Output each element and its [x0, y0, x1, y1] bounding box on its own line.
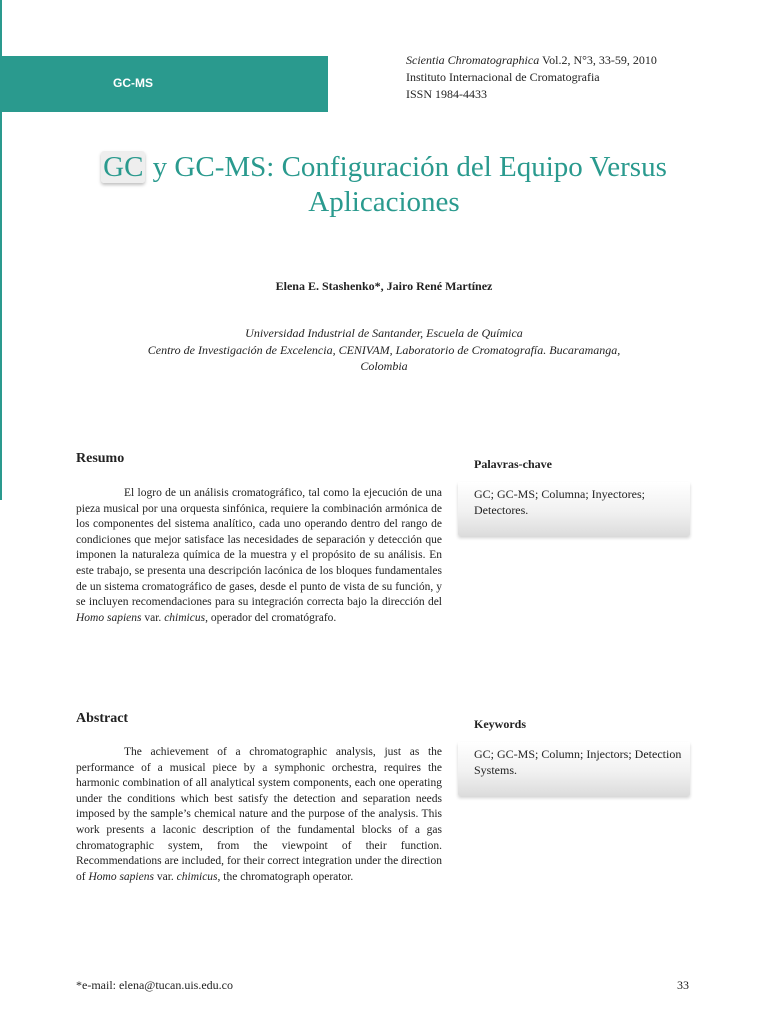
- resumo-text: [76, 486, 442, 626]
- section-tab-label: GC-MS: [113, 76, 153, 90]
- resumo-text-end: , operador del cromatógrafo.: [205, 611, 337, 624]
- authors: Elena E. Stashenko*, Jairo René Martínez: [275, 279, 493, 293]
- resumo-variety: chimicus: [164, 611, 206, 624]
- title-gc-highlight: GC: [103, 151, 144, 183]
- resumo-species: Homo sapiens: [76, 611, 142, 624]
- affiliation-line-3: Colombia: [360, 359, 408, 373]
- keywords-label: Keywords: [474, 717, 526, 731]
- journal-issn: ISSN 1984-4433: [406, 87, 488, 101]
- resumo-text-main: El logro de un análisis cromatográfico, tal como la ejecución de una pieza musical por una orquesta sinfónica, requiere la combinación armónica de los componentes del sistema analítico, cada uno operando dentro del rango de condiciones que mejor satisface las necesidades de separación y detección que imponen la naturaleza química de la muestra y el propósito de su análisis. En este trabajo, se presenta una descripción lacónica de los bloques fundamentales de un sistema cromatográfico de gases, desde el punto de vista de su función, y se incluyen recomendaciones para su integración correcta bajo la dirección del: [76, 487, 442, 609]
- journal-citation: [406, 52, 657, 69]
- title-line-1: [40, 150, 728, 185]
- abstract-text-end: , the chromatograph operator.: [217, 870, 354, 883]
- keywords-terms: GC; GC-MS; Column; Injectors; Detection Systems.: [474, 747, 682, 777]
- title-line-2: Aplicaciones: [308, 186, 460, 218]
- resumo-var: var.: [141, 611, 165, 624]
- section-tab: [0, 56, 328, 112]
- abstract-text-main: The achievement of a chromatographic analysis, just as the performance of a musical piece by a symphonic orchestra, requires the harmonic combination of all analytical system components, each one operating under the conditions which best satisfy the detection and separation needs imposed by the sample’s chemical nature and the purpose of the analysis. This work presents a laconic description of the fundamental blocks of a gas chromatographic system, from the viewpoint of their function. Recommendations are included, for their correct integration under the direction of: [76, 746, 442, 883]
- abstract-heading: Abstract: [76, 711, 129, 726]
- resumo-heading: Resumo: [76, 451, 125, 466]
- palavras-chave-box: [458, 482, 690, 536]
- abstract-var: var.: [153, 870, 177, 883]
- journal-institute: Instituto Internacional de Cromatografia: [406, 70, 600, 84]
- abstract-variety: chimicus: [176, 870, 218, 883]
- palavras-chave-label: Palavras-chave: [474, 457, 552, 471]
- footer-email: *e-mail: elena@tucan.uis.edu.co: [76, 978, 233, 992]
- keywords-box: [458, 742, 690, 796]
- palavras-chave-terms: GC; GC-MS; Columna; Inyectores; Detectores.: [474, 487, 645, 517]
- journal-volume: Vol.2, N°3, 33-59, 2010: [539, 53, 657, 67]
- affiliation-line-1: Universidad Industrial de Santander, Escuela de Química: [245, 326, 523, 340]
- journal-name: Scientia Chromatographica: [406, 53, 540, 67]
- abstract-species: Homo sapiens: [88, 870, 154, 883]
- abstract-text: [76, 745, 442, 885]
- journal-info: [406, 52, 657, 103]
- paper-title: [40, 150, 728, 220]
- affiliation-line-2: Centro de Investigación de Excelencia, CENIVAM, Laboratorio de Cromatografía. Bucaramanga,: [147, 342, 621, 357]
- page-number: 33: [677, 978, 689, 992]
- affiliation: [100, 325, 668, 375]
- title-line-1-rest: y GC-MS: Configuración del Equipo Versus: [145, 151, 667, 183]
